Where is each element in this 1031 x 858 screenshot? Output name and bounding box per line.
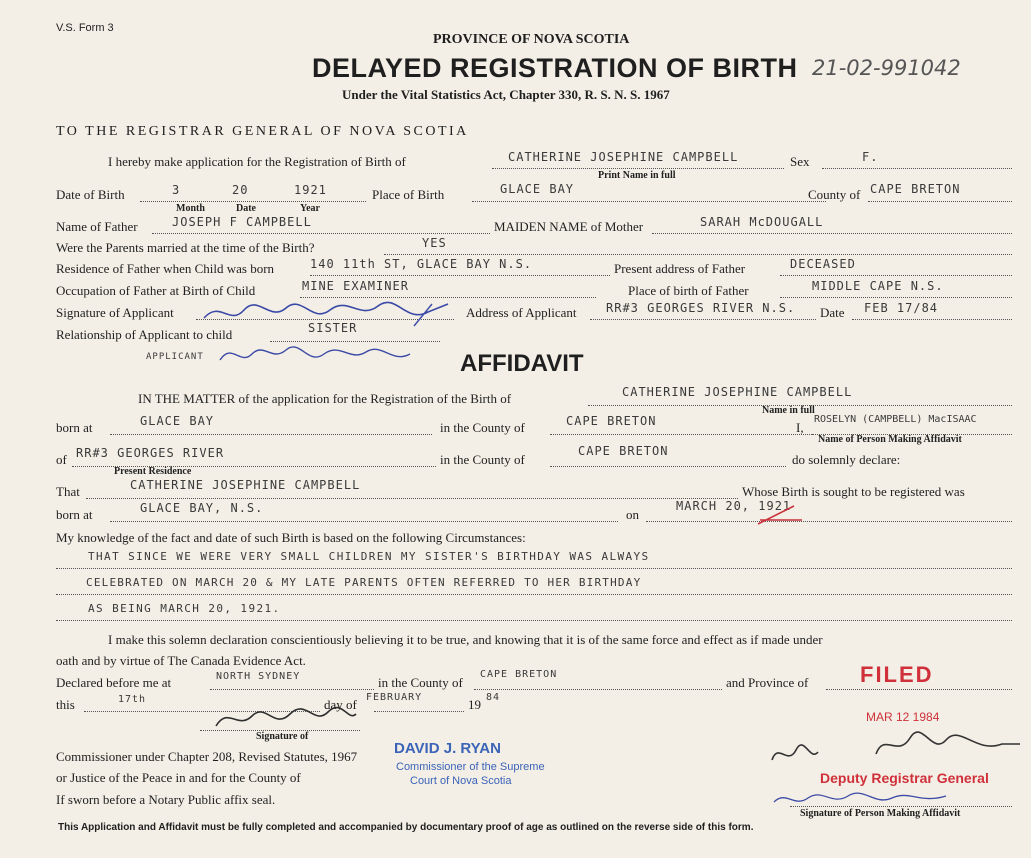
print-name-hint: Print Name in full bbox=[598, 170, 676, 181]
affidavit-title: AFFIDAVIT bbox=[460, 350, 584, 377]
person-signature-label: Signature of Person Making Affidavit bbox=[800, 808, 961, 819]
circumstance-line-3 bbox=[56, 620, 1012, 621]
father-label: Name of Father bbox=[56, 219, 138, 234]
father-birthplace-value: MIDDLE CAPE N.S. bbox=[812, 279, 944, 293]
address-value: RR#3 GEORGES RIVER N.S. bbox=[606, 301, 796, 315]
circumstance-text-1: THAT SINCE WE WERE VERY SMALL CHILDREN MY SISTER'S BIRTHDAY WAS ALWAYS bbox=[88, 550, 650, 563]
on-value: MARCH 20, 1921 bbox=[676, 499, 792, 513]
dob-date-value: 20 bbox=[232, 183, 249, 197]
date-hint: Date bbox=[236, 203, 256, 214]
father-birthplace-label: Place of birth of Father bbox=[628, 283, 749, 298]
present-address-label: Present address of Father bbox=[614, 261, 746, 276]
that-label: That bbox=[56, 484, 80, 499]
province-line bbox=[826, 689, 1012, 690]
place-of-birth-label: Place of Birth bbox=[372, 187, 445, 202]
father-line bbox=[152, 233, 490, 234]
mother-line bbox=[652, 233, 1012, 234]
year-hint: Year bbox=[300, 203, 320, 214]
applicant-cursive-signature bbox=[216, 340, 416, 370]
address-label: Address of Applicant bbox=[466, 305, 577, 320]
residence-value: 140 11th ST, GLACE BAY N.S. bbox=[310, 257, 533, 271]
county-value-2: CAPE BRETON bbox=[566, 414, 657, 428]
that-value: CATHERINE JOSEPHINE CAMPBELL bbox=[130, 478, 361, 492]
sex-label: Sex bbox=[790, 154, 810, 169]
born-at-value: GLACE BAY bbox=[140, 414, 215, 428]
place-of-birth-value: GLACE BAY bbox=[500, 182, 575, 196]
relationship-value: SISTER bbox=[308, 321, 358, 335]
county-line bbox=[868, 201, 1012, 202]
address-line bbox=[590, 319, 816, 320]
dob-line bbox=[140, 201, 366, 202]
applicant-note: APPLICANT bbox=[146, 352, 204, 362]
father-value: JOSEPH F CAMPBELL bbox=[172, 215, 312, 229]
month-value: FEBRUARY bbox=[366, 692, 423, 703]
present-address-value: DECEASED bbox=[790, 257, 856, 271]
on-line bbox=[646, 521, 1012, 522]
born-at-line bbox=[110, 434, 432, 435]
married-value: YES bbox=[422, 236, 447, 250]
stamp-commissioner-name: DAVID J. RYAN bbox=[394, 740, 501, 757]
form-number: V.S. Form 3 bbox=[56, 22, 114, 34]
whose-birth-label: Whose Birth is sought to be registered was bbox=[742, 484, 965, 499]
matter-value: CATHERINE JOSEPHINE CAMPBELL bbox=[622, 385, 853, 399]
circumstance-text-2: CELEBRATED ON MARCH 20 & MY LATE PARENTS OFTEN REFERRED TO HER BIRTHDAY bbox=[86, 576, 642, 589]
year-prefix: 19 bbox=[468, 697, 481, 712]
married-line bbox=[384, 254, 1012, 255]
circumstance-text-3: AS BEING MARCH 20, 1921. bbox=[88, 602, 281, 615]
to-registrar: TO THE REGISTRAR GENERAL OF NOVA SCOTIA bbox=[56, 124, 469, 139]
declared-line bbox=[210, 689, 374, 690]
dob-month-value: 3 bbox=[172, 183, 181, 197]
affiant-hint: Name of Person Making Affidavit bbox=[818, 434, 962, 445]
circumstance-line-2 bbox=[56, 594, 1012, 595]
form-subtitle: Under the Vital Statistics Act, Chapter 330, R. S. N. S. 1967 bbox=[342, 87, 670, 102]
born-at-label: born at bbox=[56, 420, 93, 435]
knowledge-label: My knowledge of the fact and date of such Birth is based on the following Circumstances: bbox=[56, 530, 526, 545]
affiant-value: ROSELYN (CAMPBELL) MacISAAC bbox=[814, 414, 977, 425]
date-field-label: Date bbox=[820, 305, 845, 320]
born-at-label-2: born at bbox=[56, 507, 93, 522]
registration-number: 21-02-991042 bbox=[812, 56, 961, 80]
person-signature-line bbox=[790, 806, 1012, 807]
declare-label: do solemnly declare: bbox=[792, 452, 901, 467]
occupation-label: Occupation of Father at Birth of Child bbox=[56, 283, 256, 298]
that-line bbox=[86, 498, 738, 499]
declared-label: Declared before me at bbox=[56, 675, 172, 690]
signature-of-label: Signature of bbox=[256, 731, 309, 742]
child-name-value: CATHERINE JOSEPHINE CAMPBELL bbox=[508, 150, 739, 164]
mother-label: MAIDEN NAME of Mother bbox=[494, 219, 644, 234]
declared-value: NORTH SYDNEY bbox=[216, 671, 301, 682]
month-line bbox=[374, 711, 464, 712]
deputy-signature-image bbox=[766, 726, 1026, 770]
province-heading: PROVINCE OF NOVA SCOTIA bbox=[433, 32, 630, 47]
present-residence-hint: Present Residence bbox=[114, 466, 192, 477]
matter-label: IN THE MATTER of the application for the Registration of the Birth of bbox=[138, 391, 512, 406]
i-label: I, bbox=[796, 420, 804, 435]
date-field-value: FEB 17/84 bbox=[864, 301, 939, 315]
stamp-filed: FILED bbox=[860, 662, 934, 687]
place-line bbox=[472, 201, 826, 202]
day-of-label: day of bbox=[324, 697, 357, 712]
residence-line bbox=[310, 275, 610, 276]
signature-label: Signature of Applicant bbox=[56, 305, 174, 320]
intro-label: I hereby make application for the Registration of Birth of bbox=[108, 154, 406, 169]
father-birthplace-line bbox=[780, 297, 1012, 298]
day-value: 17th bbox=[118, 694, 147, 705]
of-value: RR#3 GEORGES RIVER bbox=[76, 446, 225, 460]
dob-label: Date of Birth bbox=[56, 187, 125, 202]
justice-label: or Justice of the Peace in and for the County of bbox=[56, 770, 301, 785]
stamp-deputy: Deputy Registrar General bbox=[820, 770, 989, 786]
relationship-label: Relationship of Applicant to child bbox=[56, 327, 233, 342]
sex-line bbox=[822, 168, 1012, 169]
this-label: this bbox=[56, 697, 75, 712]
county-line-2 bbox=[550, 434, 814, 435]
born-at-value-2: GLACE BAY, N.S. bbox=[140, 501, 264, 515]
married-label: Were the Parents married at the time of the Birth? bbox=[56, 240, 315, 255]
stamp-commissioner-court: Court of Nova Scotia bbox=[410, 775, 512, 787]
county-value-4: CAPE BRETON bbox=[480, 669, 558, 680]
county-label-3: in the County of bbox=[440, 452, 525, 467]
footer-note: This Application and Affidavit must be fully completed and accompanied by documentary proof of age as outlined on the reverse side of this form. bbox=[58, 822, 754, 833]
county-label-2: in the County of bbox=[440, 420, 525, 435]
name-line bbox=[492, 168, 784, 169]
correction-mark bbox=[754, 500, 814, 530]
county-value: CAPE BRETON bbox=[870, 182, 961, 196]
stamp-filed-date: MAR 12 1984 bbox=[866, 710, 940, 724]
county-value-3: CAPE BRETON bbox=[578, 444, 669, 458]
present-address-line bbox=[780, 275, 1012, 276]
form-title: DELAYED REGISTRATION OF BIRTH bbox=[312, 53, 798, 83]
of-label: of bbox=[56, 452, 67, 467]
date-field-line bbox=[852, 319, 1012, 320]
year-value: 84 bbox=[486, 692, 501, 703]
county-line-3 bbox=[550, 466, 786, 467]
month-hint: Month bbox=[176, 203, 205, 214]
county-label-4: in the County of bbox=[378, 675, 463, 690]
stamp-commissioner-title: Commissioner of the Supreme bbox=[396, 761, 545, 773]
circumstance-line-1 bbox=[56, 568, 1012, 569]
name-full-hint: Name in full bbox=[762, 405, 815, 416]
residence-label: Residence of Father when Child was born bbox=[56, 261, 275, 276]
solemn-line-2: oath and by virtue of The Canada Evidence Act. bbox=[56, 653, 306, 668]
notary-label: If sworn before a Notary Public affix seal. bbox=[56, 792, 276, 807]
mother-value: SARAH McDOUGALL bbox=[700, 215, 824, 229]
dob-year-value: 1921 bbox=[294, 183, 327, 197]
sex-value: F. bbox=[862, 150, 879, 164]
on-label: on bbox=[626, 507, 639, 522]
province-label: and Province of bbox=[726, 675, 809, 690]
solemn-line-1: I make this solemn declaration conscientiously believing it to be true, and knowing that it is of the same force and effect as if made under bbox=[108, 632, 823, 647]
commissioner-label: Commissioner under Chapter 208, Revised Statutes, 1967 bbox=[56, 749, 358, 764]
county-line-4 bbox=[474, 689, 722, 690]
born-at-line-2 bbox=[110, 521, 618, 522]
occupation-value: MINE EXAMINER bbox=[302, 279, 409, 293]
county-label: County of bbox=[808, 187, 861, 202]
